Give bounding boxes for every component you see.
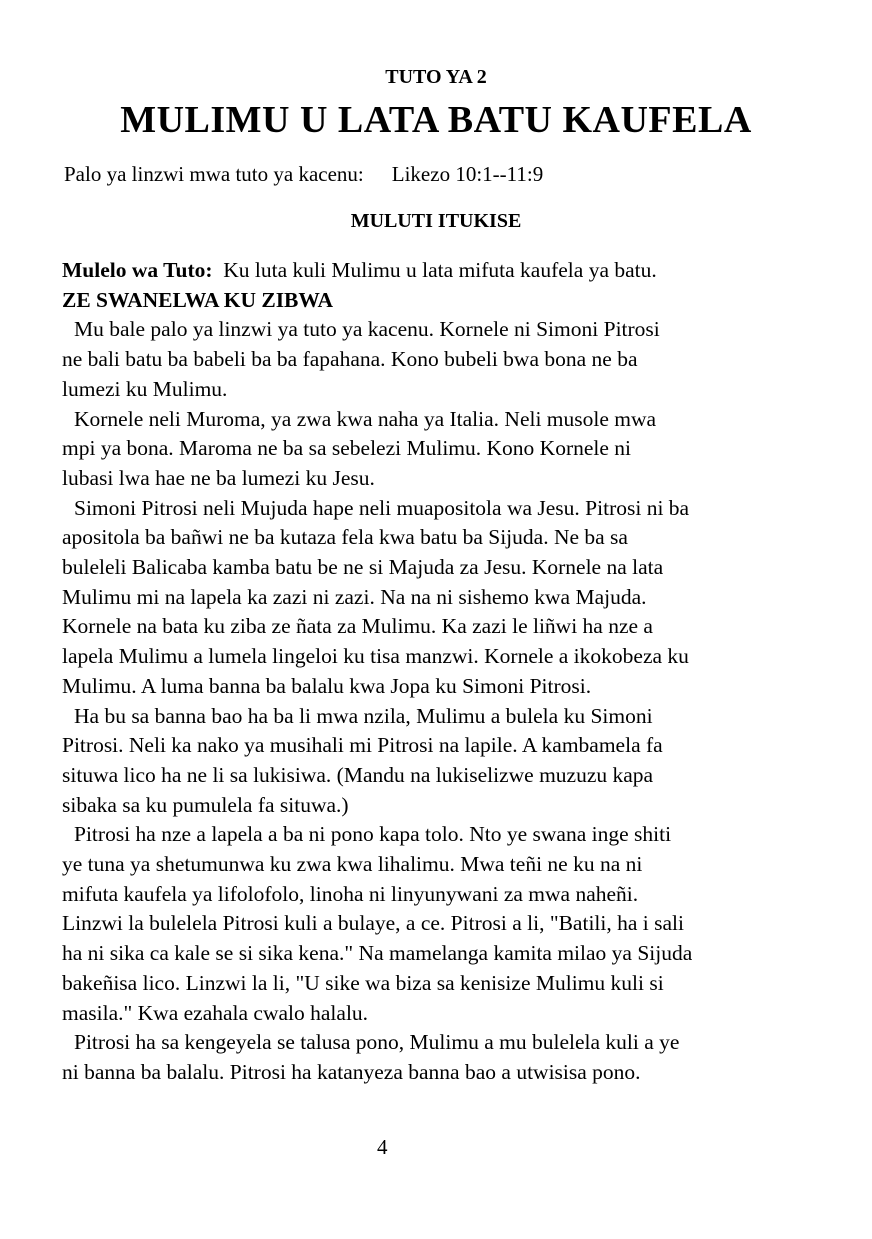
paragraph bbox=[62, 405, 822, 494]
page-title: MULIMU U LATA BATU KAUFELA bbox=[120, 99, 752, 141]
paragraph-line: Mulimu. A luma banna ba balalu kwa Jopa ku Simoni Pitrosi. bbox=[62, 673, 592, 698]
paragraph-line: ni banna ba balalu. Pitrosi ha katanyeza banna bao a utwisisa pono. bbox=[62, 1059, 641, 1084]
paragraph-line: mpi ya bona. Maroma ne ba sa sebelezi Mulimu. Kono Kornele ni bbox=[62, 436, 632, 461]
paragraph-line: lapela Mulimu a lumela lingeloi ku tisa manzwi. Kornele a ikokobeza ku bbox=[62, 644, 689, 669]
paragraph bbox=[62, 1028, 822, 1087]
paragraph-line: Kornele neli Muroma, ya zwa kwa naha ya Italia. Neli musole mwa bbox=[74, 406, 657, 431]
reading-label: Palo ya linzwi mwa tuto ya kacenu: bbox=[64, 162, 364, 186]
paragraph-line: Linzwi la bulelela Pitrosi kuli a bulaye, a ce. Pitrosi a li, "Batili, ha i sali bbox=[62, 911, 684, 936]
aim-text: Ku luta kuli Mulimu u lata mifuta kaufela ya batu. bbox=[223, 258, 657, 282]
paragraph-line: Ha bu sa banna bao ha ba li mwa nzila, Mulimu a bulela ku Simoni bbox=[74, 703, 653, 728]
lesson-number: TUTO YA 2 bbox=[385, 66, 487, 88]
paragraph-line: ye tuna ya shetumunwa ku zwa kwa lihalimu. Mwa teñi ne ku na ni bbox=[62, 852, 643, 877]
paragraph-line: buleleli Balicaba kamba batu be ne si Majuda za Jesu. Kornele na lata bbox=[62, 555, 664, 580]
paragraph-line: Kornele na bata ku ziba ze ñata za Mulimu. Ka zazi le liñwi ha nze a bbox=[62, 614, 653, 639]
paragraph-line: Simoni Pitrosi neli Mujuda hape neli muapositola wa Jesu. Pitrosi ni ba bbox=[74, 495, 690, 520]
paragraph-line: situwa lico ha ne li sa lukisiwa. (Mandu na lukiselizwe muzuzu kapa bbox=[62, 762, 654, 787]
paragraph-line: ne bali batu ba babeli ba ba fapahana. Kono bubeli bwa bona ne ba bbox=[62, 347, 638, 372]
paragraph-line: mifuta kaufela ya lifolofolo, linoha ni linyunywani za mwa naheñi. bbox=[62, 881, 639, 906]
paragraph bbox=[62, 315, 822, 404]
paragraphs bbox=[62, 315, 822, 1087]
reading-reference bbox=[64, 162, 543, 187]
lesson-aim bbox=[62, 256, 822, 286]
page-number: 4 bbox=[377, 1135, 388, 1159]
paragraph bbox=[62, 702, 822, 821]
lesson-body bbox=[62, 256, 822, 1088]
paragraph-line: lumezi ku Mulimu. bbox=[62, 376, 228, 401]
paragraph-line: masila." Kwa ezahala cwalo halalu. bbox=[62, 1000, 369, 1025]
section-heading: MULUTI ITUKISE bbox=[350, 210, 522, 232]
paragraph-line: Pitrosi. Neli ka nako ya musihali mi Pitrosi na lapile. A kambamela fa bbox=[62, 733, 663, 758]
subheading: ZE SWANELWA KU ZIBWA bbox=[62, 287, 334, 312]
paragraph-line: sibaka sa ku pumulela fa situwa.) bbox=[62, 792, 349, 817]
paragraph-line: Pitrosi ha sa kengeyela se talusa pono, Mulimu a mu bulelela kuli a ye bbox=[74, 1030, 680, 1055]
paragraph-line: ha ni sika ca kale se si sika kena." Na mamelanga kamita milao ya Sijuda bbox=[62, 941, 693, 966]
paragraph-line: bakeñisa lico. Linzwi la li, "U sike wa biza sa kenisize Mulimu kuli si bbox=[62, 970, 664, 995]
paragraph bbox=[62, 494, 822, 702]
paragraph-line: lubasi lwa hae ne ba lumezi ku Jesu. bbox=[62, 465, 375, 490]
paragraph-line: Mu bale palo ya linzwi ya tuto ya kacenu. Kornele ni Simoni Pitrosi bbox=[74, 317, 660, 342]
reading-ref: Likezo 10:1--11:9 bbox=[391, 162, 544, 186]
paragraph bbox=[62, 820, 822, 1028]
paragraph-line: Pitrosi ha nze a lapela a ba ni pono kapa tolo. Nto ye swana inge shiti bbox=[74, 822, 672, 847]
aim-label: Mulelo wa Tuto: bbox=[62, 258, 213, 282]
paragraph-line: Mulimu mi na lapela ka zazi ni zazi. Na na ni sishemo kwa Majuda. bbox=[62, 584, 647, 609]
paragraph-line: apositola ba bañwi ne ba kutaza fela kwa batu ba Sijuda. Ne ba sa bbox=[62, 525, 628, 550]
